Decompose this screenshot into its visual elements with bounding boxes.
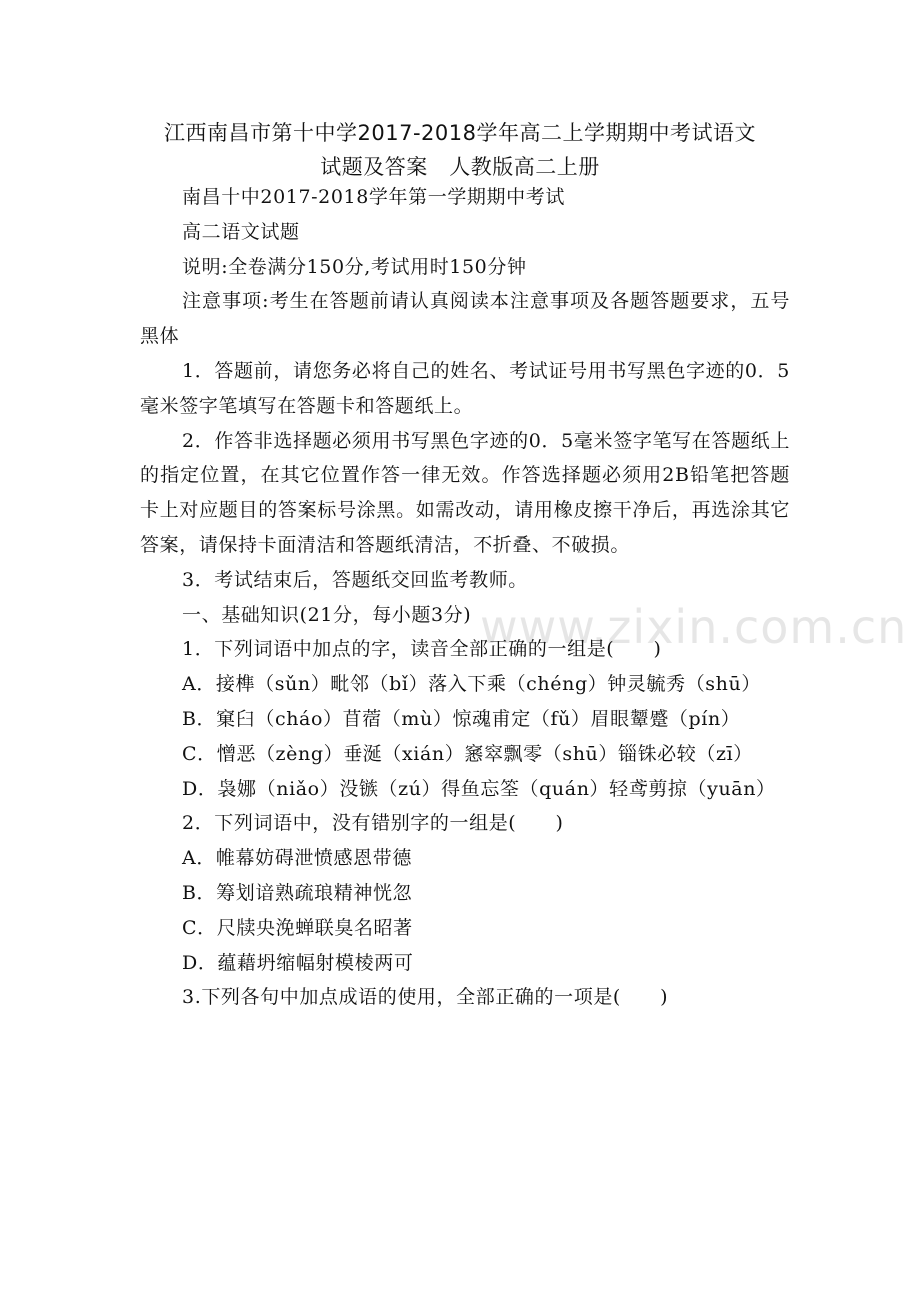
exam-heading: 南昌十中2017-2018学年第一学期期中考试: [182, 186, 565, 208]
notice-item-1: 1．答题前，请您务必将自己的姓名、考试证号用书写黑色字迹的0．5毫米签字笔填写在答题卡和答题纸上。: [140, 359, 790, 417]
notice-item-3: 3．考试结束后，答题纸交回监考教师。: [182, 568, 528, 591]
question-2-option-c: C．尺牍央浼蝉联臭名昭著: [182, 916, 413, 939]
question-1-option-d: D．袅娜（niǎo）没镞（zú）得鱼忘筌（quán）轻鸢剪掠（yuān）: [182, 777, 776, 800]
question-2-option-d: D．蕴藉坍缩幅射模棱两可: [182, 951, 414, 974]
document-body: [140, 180, 790, 1015]
exam-subject: 高二语文试题: [182, 220, 300, 243]
notice-intro: 注意事项:考生在答题前请认真阅读本注意事项及各题答题要求，五号黑体: [140, 290, 790, 348]
question-1-option-a: A．接榫（sǔn）毗邻（bǐ）落入下乘（chéng）钟灵毓秀（shū）: [182, 673, 761, 696]
notice-item-2: 2．作答非选择题必须用书写黑色字迹的0．5毫米签字笔写在答题纸上的指定位置，在其它位置作答一律无效。作答选择题必须用2B铅笔把答题卡上对应题目的答案标号涂黑。如需改动，请用橡皮擦干净后，再选涂其它答案，请保持卡面清洁和答题纸清洁，不折叠、不破损。: [140, 429, 790, 556]
document-title: [140, 116, 780, 184]
question-1: 1．下列词语中加点的字，读音全部正确的一组是( ): [182, 638, 662, 661]
title-line-1: 江西南昌市第十中学2017-2018学年高二上学期期中考试语文: [164, 121, 756, 145]
question-2-option-a: A．帷幕妨碍泄愤感恩带德: [182, 847, 412, 870]
section-heading: 一、基础知识(21分，每小题3分): [182, 603, 472, 626]
question-1-option-b: B．窠臼（cháo）苜蓿（mù）惊魂甫定（fǔ）眉眼颦蹙（pín）: [182, 707, 741, 730]
title-line-2: 试题及答案 人教版高二上册: [320, 155, 600, 179]
question-2: 2．下列词语中，没有错别字的一组是( ): [182, 812, 564, 835]
exam-instructions: 说明:全卷满分150分,考试用时150分钟: [182, 255, 527, 278]
question-3: 3.下列各句中加点成语的使用，全部正确的一项是( ): [182, 986, 669, 1009]
question-1-option-c: C．憎恶（zèng）垂涎（xián）窸窣飘零（shū）锱铢必较（zī）: [182, 742, 753, 765]
question-2-option-b: B．筹划谙熟疏琅精神恍忽: [182, 881, 413, 904]
watermark-text: www.zixin.com.cn: [480, 600, 908, 654]
